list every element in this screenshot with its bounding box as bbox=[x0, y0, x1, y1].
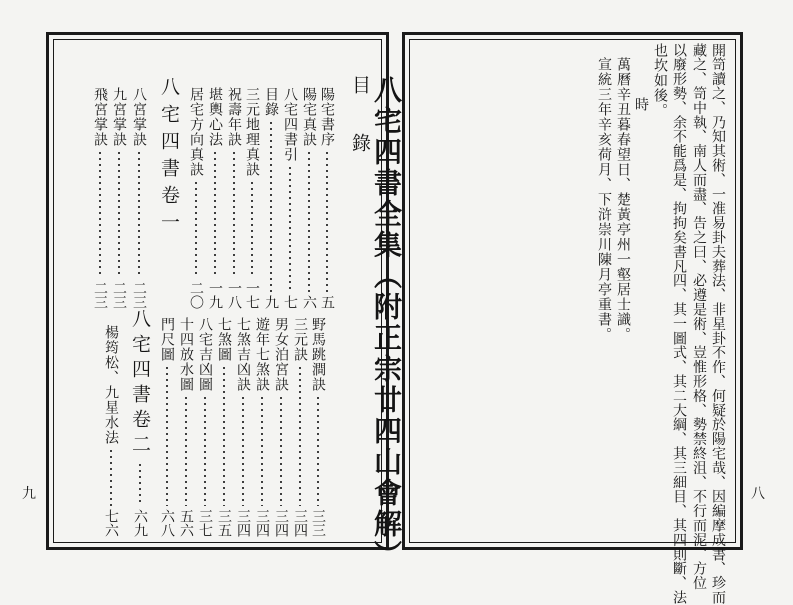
toc-entry-page: 三五 bbox=[216, 509, 232, 537]
toc-entry-title: 陽宅書序 bbox=[319, 87, 335, 147]
dot-leader bbox=[111, 150, 127, 278]
toc-entry-page: 七 bbox=[282, 295, 298, 309]
toc-entry-page: 三三 bbox=[310, 509, 326, 537]
dot-leader bbox=[244, 180, 260, 278]
dot-leader bbox=[178, 395, 194, 506]
toc-entry-title: 八宮掌訣 bbox=[131, 87, 147, 147]
toc-entry-page: 六 bbox=[301, 295, 317, 309]
toc-entry-title: 八宅吉凶圖 bbox=[197, 317, 213, 392]
contents-heading: 目 錄 bbox=[349, 75, 371, 162]
toc-entry-title: 堪輿心法 bbox=[207, 87, 223, 147]
toc-entry-title: 七煞圖 bbox=[216, 317, 232, 362]
toc-entry[interactable] bbox=[92, 87, 108, 309]
preface-column: 以廢形勢、余不能爲是、拘拘矣書凡四、其一圖式、其二大綱、其三細目、其四則斷、法 bbox=[671, 43, 687, 605]
toc-entry[interactable] bbox=[263, 87, 279, 309]
toc-entry[interactable] bbox=[103, 325, 119, 537]
toc-entry-page: 九 bbox=[263, 295, 279, 309]
toc-entry[interactable] bbox=[111, 87, 127, 309]
toc-entry[interactable] bbox=[131, 87, 147, 309]
toc-entry-page: 一七 bbox=[244, 281, 260, 309]
toc-entry-title: 男女泊宮訣 bbox=[273, 317, 289, 392]
toc-entry-page: 六八 bbox=[159, 509, 175, 537]
toc-entry-page: 三四 bbox=[273, 509, 289, 537]
dot-leader bbox=[282, 165, 298, 292]
toc-entry-page: 三七 bbox=[197, 509, 213, 537]
dot-leader bbox=[235, 395, 251, 506]
dot-leader bbox=[129, 462, 151, 506]
toc-entry[interactable] bbox=[235, 317, 251, 537]
dot-leader bbox=[319, 150, 335, 292]
dot-leader bbox=[197, 395, 213, 506]
toc-entry-page: 二三 bbox=[92, 281, 108, 309]
toc-entry-page: 七六 bbox=[103, 509, 119, 537]
toc-entry-page: 三四 bbox=[292, 509, 308, 537]
toc-entry-page: 二〇 bbox=[188, 281, 204, 309]
toc-entry-title: 陽宅真訣 bbox=[301, 87, 317, 147]
toc-entry-title: 楊筠松、九星水法 bbox=[103, 325, 119, 445]
dot-leader bbox=[263, 120, 279, 292]
toc-entry-page: 二三 bbox=[131, 281, 147, 309]
volume-two-heading-page: 六九 bbox=[132, 509, 148, 537]
toc-entry-title: 七煞吉凶訣 bbox=[235, 317, 251, 392]
dot-leader bbox=[159, 365, 175, 506]
dot-leader bbox=[92, 150, 108, 278]
dot-leader bbox=[103, 448, 119, 506]
dot-leader bbox=[216, 365, 232, 506]
dot-leader bbox=[310, 395, 326, 506]
toc-entry[interactable] bbox=[159, 317, 175, 537]
toc-entry[interactable] bbox=[244, 87, 260, 309]
toc-entry-title: 目錄 bbox=[263, 87, 279, 117]
toc-entry-title: 祝壽年訣 bbox=[226, 87, 242, 147]
toc-entry-title: 居宅方向真訣 bbox=[188, 87, 204, 177]
dot-leader bbox=[292, 365, 308, 506]
dot-leader bbox=[301, 150, 317, 292]
preface-column: 也坎如後。 bbox=[652, 43, 668, 118]
left-page-number: 九 bbox=[22, 486, 36, 502]
left-page bbox=[46, 32, 403, 571]
toc-entry-page: 五 bbox=[319, 295, 335, 309]
toc-entry[interactable] bbox=[254, 317, 270, 537]
signature-line: 萬曆辛丑暮春望日、楚黃亭州一壑居士識。 bbox=[615, 57, 631, 342]
book-title: 八宅四書全集（附正宗廿四山會解） bbox=[370, 75, 403, 571]
toc-entry-title: 十四放水圖 bbox=[178, 317, 194, 392]
toc-entry[interactable] bbox=[207, 87, 223, 309]
toc-entry[interactable] bbox=[216, 317, 232, 537]
preface-column: 藏之、笥中執、南人而盡、告之曰、必遵是術、豈惟形格、勢禁終沮、不行而泥、方位 bbox=[691, 43, 707, 591]
toc-entry-page: 三四 bbox=[254, 509, 270, 537]
dot-leader bbox=[131, 150, 147, 278]
toc-entry[interactable] bbox=[319, 87, 335, 309]
toc-entry-title: 三元訣 bbox=[292, 317, 308, 362]
toc-entry-page: 三四 bbox=[235, 509, 251, 537]
right-page bbox=[402, 32, 743, 605]
toc-entry[interactable] bbox=[226, 87, 242, 309]
toc-entry[interactable] bbox=[178, 317, 194, 537]
toc-entry-title: 門尺圖 bbox=[159, 317, 175, 362]
dot-leader bbox=[273, 395, 289, 506]
toc-entry-page: 五六 bbox=[178, 509, 194, 537]
toc-entry[interactable] bbox=[292, 317, 308, 537]
toc-entry-page: 一八 bbox=[226, 281, 242, 309]
toc-entry-title: 遊年七煞訣 bbox=[254, 317, 270, 392]
volume-two-heading-title: 八宅四書卷二 bbox=[129, 309, 151, 459]
toc-entry[interactable] bbox=[282, 87, 298, 309]
toc-entry[interactable] bbox=[273, 317, 289, 537]
volume-two-heading[interactable] bbox=[129, 309, 151, 537]
toc-entry-page: 一九 bbox=[207, 281, 223, 309]
signature-line: 宣統三年辛亥荷月、下浒崇川陳月亭重書。 bbox=[596, 57, 612, 342]
toc-entry-title: 八宅四書引 bbox=[282, 87, 298, 162]
toc-entry-title: 飛宮掌訣 bbox=[92, 87, 108, 147]
volume-one-heading: 八宅四書卷一 bbox=[158, 77, 180, 239]
toc-entry[interactable] bbox=[197, 317, 213, 537]
toc-entry-title: 三元地理真訣 bbox=[244, 87, 260, 177]
preface-time-mark: 時 bbox=[633, 97, 649, 112]
dot-leader bbox=[188, 180, 204, 278]
right-page-number: 八 bbox=[751, 486, 765, 502]
preface-column: 開笥讀之、乃知其術、一准易卦夫葬法、非星卦不作、何疑於陽宅哉、因編摩成書、珍而 bbox=[710, 43, 726, 605]
toc-entry[interactable] bbox=[188, 87, 204, 309]
toc-entry-title: 九宮掌訣 bbox=[111, 87, 127, 147]
dot-leader bbox=[207, 150, 223, 278]
toc-entry[interactable] bbox=[310, 317, 326, 537]
toc-entry[interactable] bbox=[301, 87, 317, 309]
toc-entry-title: 野馬跳澗訣 bbox=[310, 317, 326, 392]
dot-leader bbox=[226, 150, 242, 278]
toc-entry-page: 二三 bbox=[111, 281, 127, 309]
dot-leader bbox=[254, 395, 270, 506]
